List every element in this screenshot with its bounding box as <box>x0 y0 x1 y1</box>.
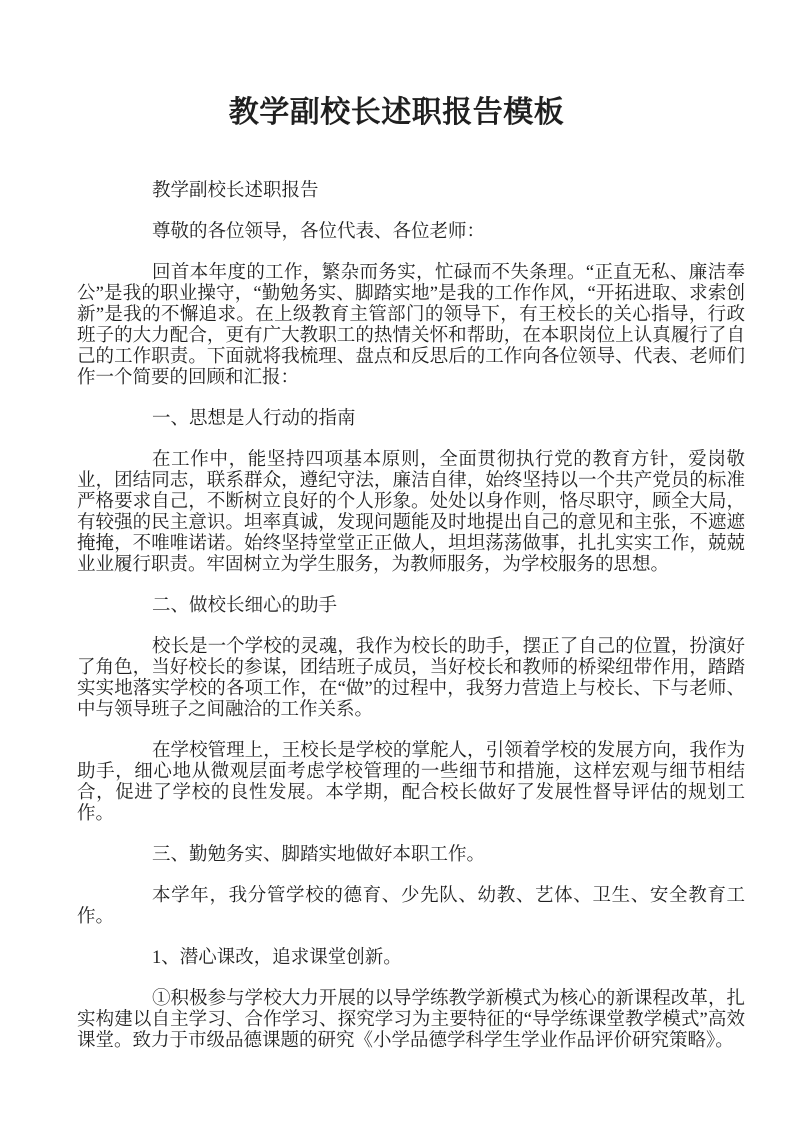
list-item-1-detail: ①积极参与学校大力开展的以导学练教学新模式为核心的新课程改革，扎实构建以自主学习、合作学习、探究学习为主要特征的“导学练课堂教学模式”高效课堂。致力于市级品德课题的研究《小学品德学科学生学业作品评价研究策略》。 <box>77 989 745 1051</box>
section-heading-2: 二、做校长细心的助手 <box>152 596 338 616</box>
paragraph-section-2a: 校长是一个学校的灵魂，我作为校长的助手，摆正了自己的位置，扮演好了角色，当好校长的参谋，团结班子成员，当好校长和教师的桥梁纽带作用，踏踏实实地落实学校的各项工作，在“做”的过程中，我努力营造上与校长、下与老师、中与领导班子之间融洽的工作关系。 <box>77 637 745 720</box>
document-title: 教学副校长述职报告模板 <box>228 96 565 129</box>
paragraph-intro: 回首本年度的工作，繁杂而务实，忙碌而不失条理。“正直无私、廉洁奉公”是我的职业操守，“勤勉务实、脚踏实地”是我的工作作风，“开拓进取、求索创新”是我的不懈追求。在上级教育主管部门的领导下，有王校长的关心指导，行政班子的大力配合，更有广大教职工的热情关怀和帮助，在本职岗位上认真履行了自己的工作职责。下面就将我梳理、盘点和反思后的工作向各位领导、代表、老师们作一个简要的回顾和汇报： <box>77 263 745 388</box>
section-heading-3: 三、勤勉务实、脚踏实地做好本职工作。 <box>152 845 486 865</box>
paragraph-salutation: 尊敬的各位领导，各位代表、各位老师： <box>152 222 486 242</box>
paragraph-section-1: 在工作中，能坚持四项基本原则，全面贯彻执行党的教育方针，爱岗敬业，团结同志，联系群众，遵纪守法，廉洁自律，始终坚持以一个共产党员的标准严格要求自己，不断树立良好的个人形象。处处以身作则，恪尽职守，顾全大局，有较强的民主意识。坦率真诚，发现问题能及时地提出自己的意见和主张，不遮遮掩掩，不唯唯诺诺。始终坚持堂堂正正做人，坦坦荡荡做事，扎扎实实工作，兢兢业业履行职责。牢固树立为学生服务，为教师服务，为学校服务的思想。 <box>77 450 745 575</box>
section-heading-1: 一、思想是人行动的指南 <box>152 409 356 429</box>
paragraph-section-3: 本学年，我分管学校的德育、少先队、幼教、艺体、卫生、安全教育工作。 <box>77 886 745 927</box>
list-item-1-heading: 1、潜心课改，追求课堂创新。 <box>152 948 402 968</box>
paragraph-section-2b: 在学校管理上，王校长是学校的掌舵人，引领着学校的发展方向，我作为助手，细心地从微观层面考虑学校管理的一些细节和措施，这样宏观与细节相结合，促进了学校的良性发展。本学期，配合校长做好了发展性督导评估的规划工作。 <box>77 741 745 824</box>
paragraph-subtitle: 教学副校长述职报告 <box>152 181 319 201</box>
